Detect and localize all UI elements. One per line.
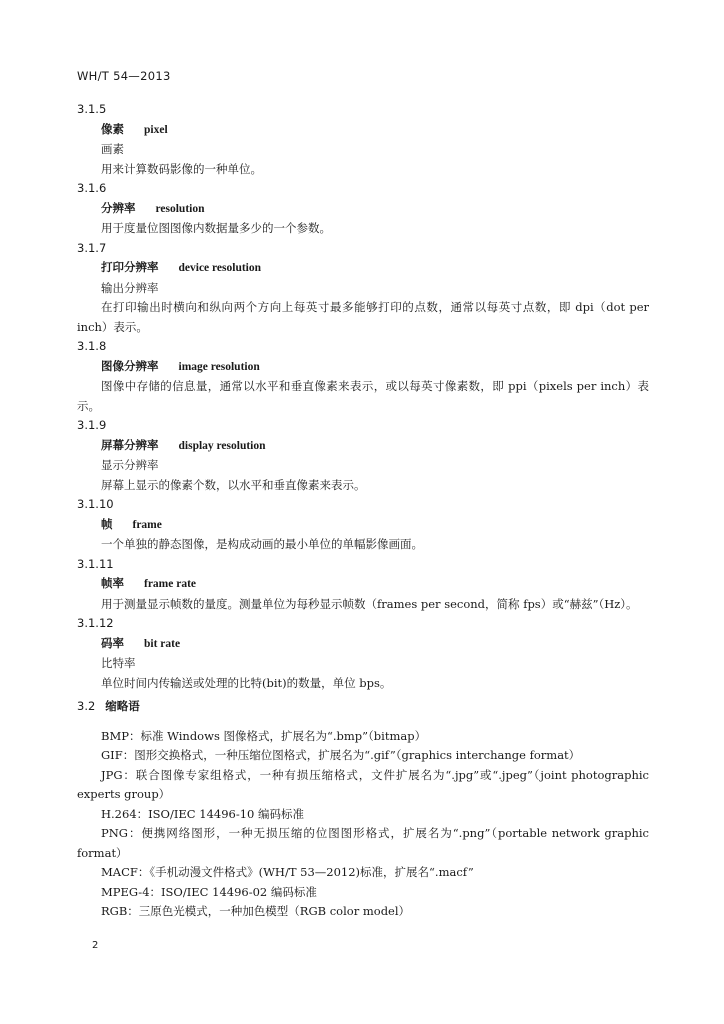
term-heading	[77, 120, 649, 141]
abbreviation-item: MACF：《手机动漫文件格式》(WH/T 53—2012)标准，扩展名“.macf”	[101, 865, 474, 879]
abbreviation-item: BMP：标准 Windows 图像格式，扩展名为“.bmp”（bitmap）	[101, 728, 427, 743]
term-heading	[77, 515, 649, 536]
definition-entry	[77, 555, 649, 615]
term-heading	[77, 258, 649, 279]
abbreviation-item: GIF：图形交换格式，一种压缩位图格式，扩展名为“.gif”（graphics interchange format）	[101, 748, 581, 762]
term-synonym: 显示分辨率	[101, 458, 159, 472]
abbreviation-item: MPEG-4：ISO/IEC 14496-02 编码标准	[101, 884, 317, 899]
term-zh: 屏幕分辨率	[101, 437, 159, 452]
clause-number: 3.1.7	[77, 240, 107, 255]
term-definition: 在打印输出时横向和纵向两个方向上每英寸最多能够打印的点数，通常以每英寸点数，即 dpi（dot per inch）表示。	[77, 300, 649, 334]
term-definition: 用于度量位图图像内数据量多少的一个参数。	[101, 221, 331, 235]
definition-entry	[77, 179, 649, 239]
term-definition: 用于测量显示帧数的量度。测量单位为每秒显示帧数（frames per second，简称 fps）或“赫兹”（Hz）。	[101, 596, 638, 611]
abbreviation-list	[77, 727, 649, 922]
definition-entry	[77, 416, 649, 495]
clause-number: 3.1.12	[77, 616, 114, 630]
definition-entry	[77, 100, 649, 179]
term-zh: 分辨率	[101, 200, 136, 215]
clause-number: 3.1.10	[77, 497, 114, 511]
term-zh: 像素	[101, 121, 124, 136]
clause-number: 3.1.9	[77, 418, 107, 432]
term-heading	[77, 634, 649, 655]
definition-entry	[77, 337, 649, 416]
clause-number: 3.1.6	[77, 181, 107, 195]
abbreviation-item: JPG：联合图像专家组格式，一种有损压缩格式，文件扩展名为“.jpg”或“.jpeg”（joint photographic experts group）	[77, 767, 649, 801]
term-synonym: 输出分辨率	[101, 280, 159, 295]
page-number: 2	[92, 940, 99, 951]
term-en: image resolution	[178, 360, 260, 373]
term-heading	[77, 357, 649, 378]
section-number: 3.2	[77, 699, 96, 713]
term-synonym: 比特率	[101, 656, 136, 670]
term-synonym: 画素	[101, 142, 124, 156]
clause-number: 3.1.11	[77, 556, 114, 571]
term-zh: 帧	[101, 516, 113, 531]
clause-number: 3.1.8	[77, 339, 107, 353]
term-zh: 打印分辨率	[101, 260, 159, 274]
term-definition: 一个单独的静态图像，是构成动画的最小单位的单幅影像画面。	[101, 537, 423, 551]
definition-entry	[77, 495, 649, 555]
term-en: pixel	[144, 123, 168, 136]
term-definition: 屏幕上显示的像素个数，以水平和垂直像素来表示。	[101, 477, 366, 492]
term-en: frame rate	[144, 578, 197, 590]
section-heading	[77, 697, 649, 717]
term-heading	[77, 199, 649, 220]
term-en: device resolution	[178, 262, 262, 274]
term-heading	[77, 574, 649, 595]
definition-entry	[77, 239, 649, 338]
term-en: display resolution	[178, 439, 266, 452]
term-en: resolution	[155, 202, 205, 215]
term-zh: 帧率	[101, 576, 124, 590]
abbreviation-item: PNG：便携网络图形，一种无损压缩的位图图形格式，扩展名为“.png”（portable network graphic format）	[77, 826, 649, 860]
clause-number: 3.1.5	[77, 102, 107, 116]
term-zh: 码率	[101, 635, 124, 650]
standard-code-header: WH/T 54—2013	[77, 69, 171, 83]
term-heading	[77, 436, 649, 457]
document-body	[77, 100, 649, 922]
term-definition: 单位时间内传输送或处理的比特(bit)的数量，单位 bps。	[101, 675, 392, 690]
term-en: bit rate	[144, 637, 181, 650]
term-definition: 图像中存储的信息量，通常以水平和垂直像素来表示，或以每英寸像素数，即 ppi（pixels per inch）表示。	[77, 379, 649, 413]
definition-entry	[77, 614, 649, 693]
term-definition: 用来计算数码影像的一种单位。	[101, 161, 262, 176]
section-title: 缩略语	[105, 699, 140, 713]
abbreviation-item: RGB：三原色光模式，一种加色模型（RGB color model）	[101, 904, 411, 918]
term-zh: 图像分辨率	[101, 358, 159, 373]
abbreviation-item: H.264：ISO/IEC 14496-10 编码标准	[101, 806, 305, 821]
term-en: frame	[132, 518, 162, 531]
